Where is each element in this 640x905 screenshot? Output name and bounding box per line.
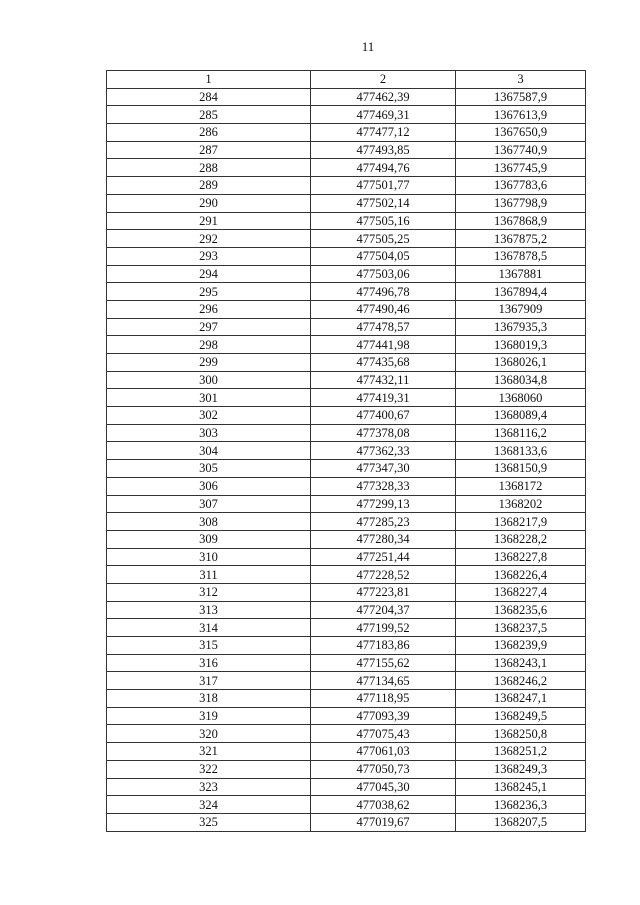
x-coordinate-cell: 477400,67 — [311, 407, 456, 425]
y-coordinate-cell: 1368172 — [456, 477, 586, 495]
table-row — [107, 796, 586, 814]
x-coordinate-cell: 477328,33 — [311, 477, 456, 495]
y-coordinate-cell: 1368026,1 — [456, 354, 586, 372]
x-coordinate-cell: 477490,46 — [311, 300, 456, 318]
x-coordinate-cell: 477503,06 — [311, 265, 456, 283]
x-coordinate-cell: 477204,37 — [311, 601, 456, 619]
table-row — [107, 247, 586, 265]
y-coordinate-cell: 1368150,9 — [456, 460, 586, 478]
y-coordinate-cell: 1367587,9 — [456, 88, 586, 106]
table-row — [107, 442, 586, 460]
table-row — [107, 194, 586, 212]
point-number-cell: 304 — [107, 442, 311, 460]
y-coordinate-cell: 1368133,6 — [456, 442, 586, 460]
point-number-cell: 324 — [107, 796, 311, 814]
x-coordinate-cell: 477478,57 — [311, 318, 456, 336]
y-coordinate-cell: 1367878,5 — [456, 247, 586, 265]
table-row — [107, 88, 586, 106]
y-coordinate-cell: 1368034,8 — [456, 371, 586, 389]
y-coordinate-cell: 1368019,3 — [456, 336, 586, 354]
y-coordinate-cell: 1367740,9 — [456, 141, 586, 159]
y-coordinate-cell: 1368227,4 — [456, 583, 586, 601]
x-coordinate-cell: 477362,33 — [311, 442, 456, 460]
point-number-cell: 311 — [107, 566, 311, 584]
point-number-cell: 307 — [107, 495, 311, 513]
point-number-cell: 313 — [107, 601, 311, 619]
point-number-cell: 286 — [107, 124, 311, 142]
table-row — [107, 371, 586, 389]
table-row — [107, 230, 586, 248]
x-coordinate-cell: 477504,05 — [311, 247, 456, 265]
y-coordinate-cell: 1368243,1 — [456, 654, 586, 672]
point-number-cell: 290 — [107, 194, 311, 212]
x-coordinate-cell: 477038,62 — [311, 796, 456, 814]
point-number-cell: 318 — [107, 690, 311, 708]
table-row — [107, 177, 586, 195]
table-row — [107, 583, 586, 601]
x-coordinate-cell: 477419,31 — [311, 389, 456, 407]
point-number-cell: 285 — [107, 106, 311, 124]
point-number-cell: 295 — [107, 283, 311, 301]
y-coordinate-cell: 1367935,3 — [456, 318, 586, 336]
y-coordinate-cell: 1367881 — [456, 265, 586, 283]
x-coordinate-cell: 477477,12 — [311, 124, 456, 142]
point-number-cell: 287 — [107, 141, 311, 159]
x-coordinate-cell: 477223,81 — [311, 583, 456, 601]
y-coordinate-cell: 1368227,8 — [456, 548, 586, 566]
x-coordinate-cell: 477432,11 — [311, 371, 456, 389]
table-row — [107, 265, 586, 283]
x-coordinate-cell: 477251,44 — [311, 548, 456, 566]
table-row — [107, 477, 586, 495]
y-coordinate-cell: 1368249,3 — [456, 760, 586, 778]
y-coordinate-cell: 1368202 — [456, 495, 586, 513]
y-coordinate-cell: 1368246,2 — [456, 672, 586, 690]
table-row — [107, 601, 586, 619]
point-number-cell: 322 — [107, 760, 311, 778]
point-number-cell: 294 — [107, 265, 311, 283]
table-row — [107, 530, 586, 548]
table-row — [107, 566, 586, 584]
x-coordinate-cell: 477050,73 — [311, 760, 456, 778]
x-coordinate-cell: 477285,23 — [311, 513, 456, 531]
table-row — [107, 743, 586, 761]
x-coordinate-cell: 477435,68 — [311, 354, 456, 372]
table-row — [107, 212, 586, 230]
table-row — [107, 407, 586, 425]
column-header-3: 3 — [456, 71, 586, 89]
point-number-cell: 284 — [107, 88, 311, 106]
y-coordinate-cell: 1368245,1 — [456, 778, 586, 796]
y-coordinate-cell: 1367798,9 — [456, 194, 586, 212]
point-number-cell: 301 — [107, 389, 311, 407]
table-row — [107, 300, 586, 318]
table-row — [107, 124, 586, 142]
table-row — [107, 654, 586, 672]
header-row — [107, 71, 586, 89]
y-coordinate-cell: 1368060 — [456, 389, 586, 407]
y-coordinate-cell: 1368251,2 — [456, 743, 586, 761]
table-row — [107, 318, 586, 336]
y-coordinate-cell: 1368228,2 — [456, 530, 586, 548]
x-coordinate-cell: 477378,08 — [311, 424, 456, 442]
y-coordinate-cell: 1368207,5 — [456, 813, 586, 831]
table-row — [107, 707, 586, 725]
table-row — [107, 690, 586, 708]
y-coordinate-cell: 1367783,6 — [456, 177, 586, 195]
x-coordinate-cell: 477501,77 — [311, 177, 456, 195]
point-number-cell: 308 — [107, 513, 311, 531]
x-coordinate-cell: 477493,85 — [311, 141, 456, 159]
table-row — [107, 619, 586, 637]
x-coordinate-cell: 477199,52 — [311, 619, 456, 637]
table-row — [107, 106, 586, 124]
table-row — [107, 813, 586, 831]
table-row — [107, 424, 586, 442]
x-coordinate-cell: 477093,39 — [311, 707, 456, 725]
column-header-1: 1 — [107, 71, 311, 89]
point-number-cell: 315 — [107, 637, 311, 655]
point-number-cell: 320 — [107, 725, 311, 743]
table-row — [107, 159, 586, 177]
point-number-cell: 325 — [107, 813, 311, 831]
point-number-cell: 317 — [107, 672, 311, 690]
y-coordinate-cell: 1367909 — [456, 300, 586, 318]
point-number-cell: 319 — [107, 707, 311, 725]
table-row — [107, 141, 586, 159]
x-coordinate-cell: 477441,98 — [311, 336, 456, 354]
point-number-cell: 305 — [107, 460, 311, 478]
y-coordinate-cell: 1367875,2 — [456, 230, 586, 248]
x-coordinate-cell: 477075,43 — [311, 725, 456, 743]
point-number-cell: 309 — [107, 530, 311, 548]
table-row — [107, 513, 586, 531]
table-row — [107, 460, 586, 478]
x-coordinate-cell: 477462,39 — [311, 88, 456, 106]
y-coordinate-cell: 1368247,1 — [456, 690, 586, 708]
x-coordinate-cell: 477505,25 — [311, 230, 456, 248]
point-number-cell: 321 — [107, 743, 311, 761]
point-number-cell: 293 — [107, 247, 311, 265]
point-number-cell: 296 — [107, 300, 311, 318]
table-row — [107, 548, 586, 566]
table-row — [107, 336, 586, 354]
y-coordinate-cell: 1368116,2 — [456, 424, 586, 442]
point-number-cell: 316 — [107, 654, 311, 672]
y-coordinate-cell: 1367650,9 — [456, 124, 586, 142]
table-row — [107, 725, 586, 743]
table-row — [107, 637, 586, 655]
x-coordinate-cell: 477061,03 — [311, 743, 456, 761]
y-coordinate-cell: 1367868,9 — [456, 212, 586, 230]
point-number-cell: 310 — [107, 548, 311, 566]
point-number-cell: 300 — [107, 371, 311, 389]
table-row — [107, 354, 586, 372]
point-number-cell: 292 — [107, 230, 311, 248]
table-row — [107, 495, 586, 513]
table-row — [107, 389, 586, 407]
table-row — [107, 760, 586, 778]
coordinates-table — [106, 70, 586, 832]
point-number-cell: 303 — [107, 424, 311, 442]
x-coordinate-cell: 477155,62 — [311, 654, 456, 672]
table-body — [107, 88, 586, 831]
table-row — [107, 778, 586, 796]
x-coordinate-cell: 477183,86 — [311, 637, 456, 655]
x-coordinate-cell: 477502,14 — [311, 194, 456, 212]
x-coordinate-cell: 477045,30 — [311, 778, 456, 796]
column-header-2: 2 — [311, 71, 456, 89]
y-coordinate-cell: 1368217,9 — [456, 513, 586, 531]
point-number-cell: 323 — [107, 778, 311, 796]
point-number-cell: 289 — [107, 177, 311, 195]
x-coordinate-cell: 477505,16 — [311, 212, 456, 230]
table-header — [107, 71, 586, 89]
y-coordinate-cell: 1367613,9 — [456, 106, 586, 124]
y-coordinate-cell: 1368237,5 — [456, 619, 586, 637]
point-number-cell: 288 — [107, 159, 311, 177]
x-coordinate-cell: 477280,34 — [311, 530, 456, 548]
table-row — [107, 283, 586, 301]
y-coordinate-cell: 1368089,4 — [456, 407, 586, 425]
y-coordinate-cell: 1367745,9 — [456, 159, 586, 177]
point-number-cell: 298 — [107, 336, 311, 354]
point-number-cell: 291 — [107, 212, 311, 230]
x-coordinate-cell: 477299,13 — [311, 495, 456, 513]
table-row — [107, 672, 586, 690]
y-coordinate-cell: 1368249,5 — [456, 707, 586, 725]
point-number-cell: 312 — [107, 583, 311, 601]
x-coordinate-cell: 477347,30 — [311, 460, 456, 478]
y-coordinate-cell: 1368236,3 — [456, 796, 586, 814]
x-coordinate-cell: 477019,67 — [311, 813, 456, 831]
x-coordinate-cell: 477228,52 — [311, 566, 456, 584]
x-coordinate-cell: 477494,76 — [311, 159, 456, 177]
point-number-cell: 302 — [107, 407, 311, 425]
y-coordinate-cell: 1368235,6 — [456, 601, 586, 619]
y-coordinate-cell: 1368239,9 — [456, 637, 586, 655]
x-coordinate-cell: 477118,95 — [311, 690, 456, 708]
y-coordinate-cell: 1368250,8 — [456, 725, 586, 743]
point-number-cell: 306 — [107, 477, 311, 495]
page-number: 11 — [361, 39, 375, 54]
x-coordinate-cell: 477469,31 — [311, 106, 456, 124]
x-coordinate-cell: 477496,78 — [311, 283, 456, 301]
point-number-cell: 299 — [107, 354, 311, 372]
x-coordinate-cell: 477134,65 — [311, 672, 456, 690]
point-number-cell: 314 — [107, 619, 311, 637]
y-coordinate-cell: 1367894,4 — [456, 283, 586, 301]
point-number-cell: 297 — [107, 318, 311, 336]
y-coordinate-cell: 1368226,4 — [456, 566, 586, 584]
